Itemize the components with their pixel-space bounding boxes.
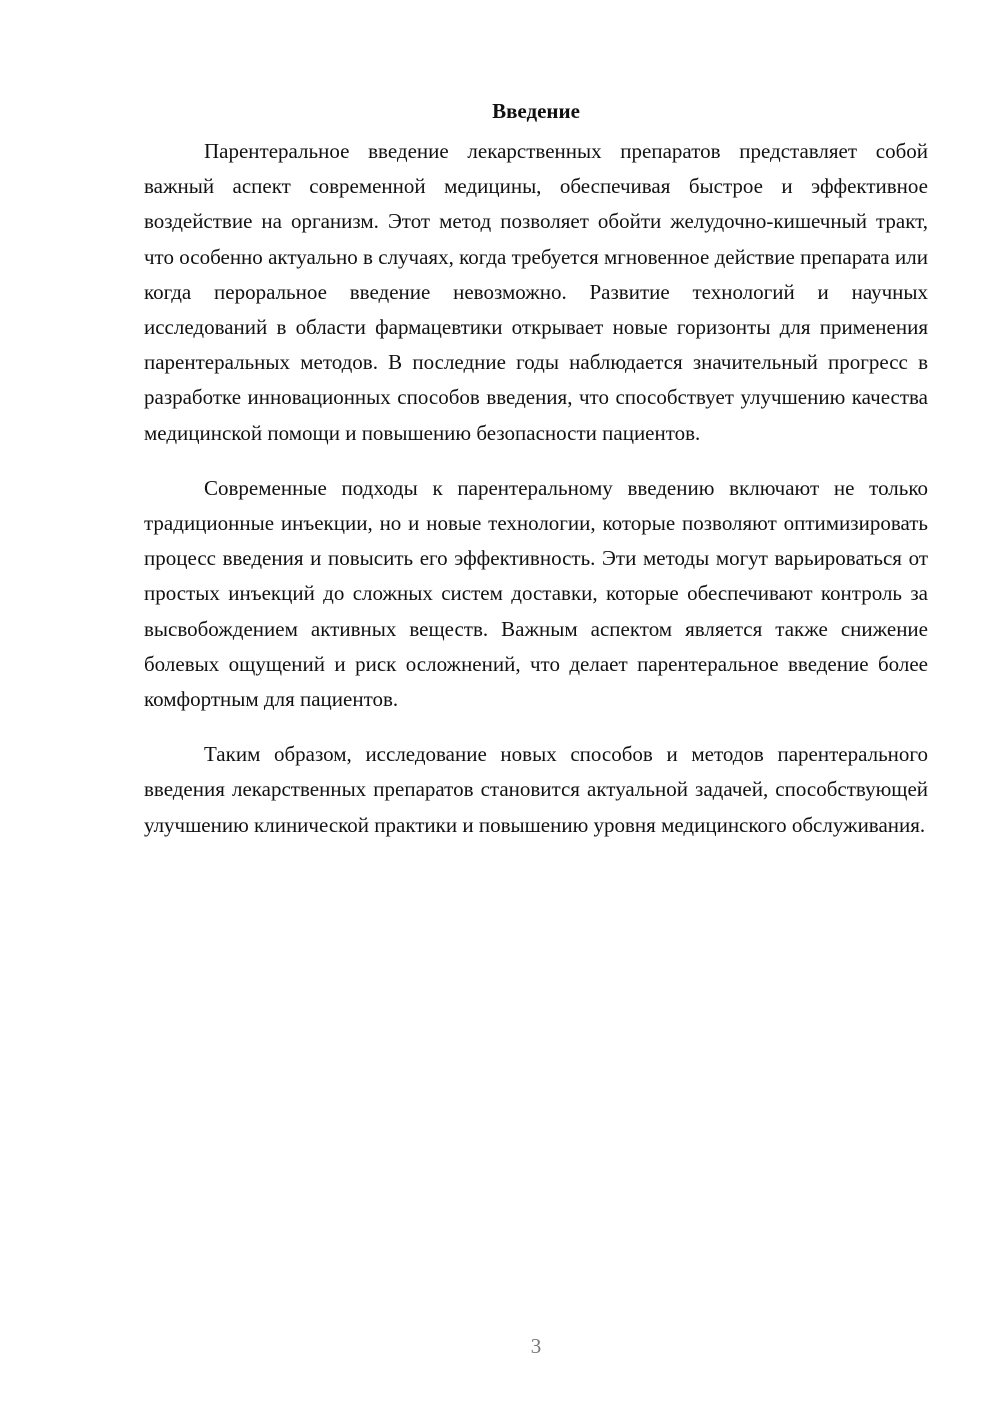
paragraph-2: Современные подходы к парентеральному введению включают не только традиционные инъекции, но и новые технологии, которые позволяют оптимизировать процесс введения и повысить его эффективность. Эти методы могут варьироваться от простых инъекций до сложных систем доставки, которые обеспечивают контроль за высвобождением активных веществ. Важным аспектом является также снижение болевых ощущений и риск осложнений, что делает парентеральное введение более комфортным для пациентов. [144, 475, 928, 712]
page-content [144, 96, 928, 843]
section-heading: Введение [492, 99, 580, 123]
paragraph-1: Парентеральное введение лекарственных препаратов представляет собой важный аспект современной медицины, обеспечивая быстрое и эффективное воздействие на организм. Этот метод позволяет обойти желудочно-кишечный тракт, что особенно актуально в случаях, когда требуется мгновенное действие препарата или когда пероральное введение невозможно. Развитие технологий и научных исследований в области фармацевтики открывает новые горизонты для применения парентеральных методов. В последние годы наблюдается значительный прогресс в разработке инновационных способов введения, что способствует улучшению качества медицинской помощи и повышению безопасности пациентов. [144, 139, 928, 445]
paragraph-3: Таким образом, исследование новых способов и методов парентерального введения лекарственных препаратов становится актуальной задачей, способствующей улучшению клинической практики и повышению уровня медицинского обслуживания. [144, 742, 928, 837]
page-number: 3 [530, 1334, 542, 1358]
